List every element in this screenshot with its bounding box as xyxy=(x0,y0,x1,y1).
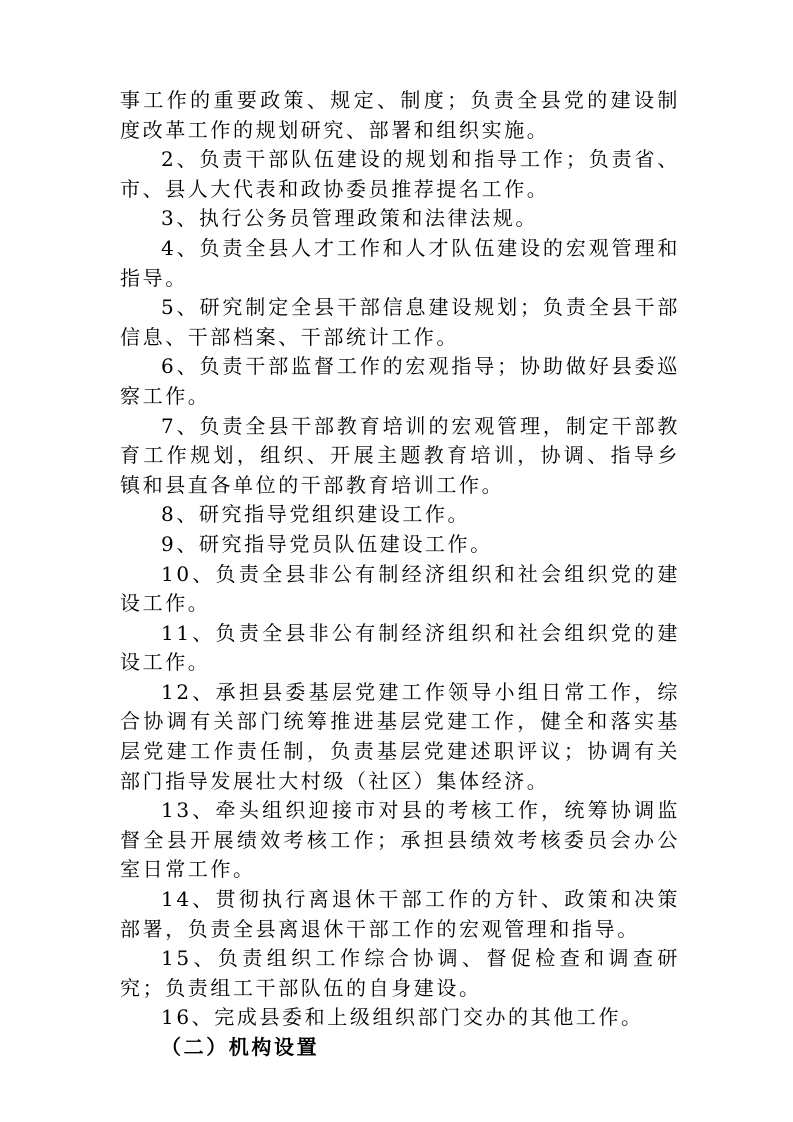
duty-item-4: 4、负责全县人才工作和人才队伍建设的宏观管理和指导。 xyxy=(120,235,680,290)
duty-item-7: 7、负责全县干部教育培训的宏观管理，制定干部教育工作规划，组织、开展主题教育培训，协调、指导乡镇和县直各单位的干部教育培训工作。 xyxy=(120,413,680,497)
paragraph-continuation: 事工作的重要政策、规定、制度；负责全县党的建设制度改革工作的规划研究、部署和组织实施。 xyxy=(120,88,680,142)
duty-item-8: 8、研究指导党组织建设工作。 xyxy=(161,502,471,527)
duty-item-2: 2、负责干部队伍建设的规划和指导工作；负责省、市、县人大代表和政协委员推荐提名工作。 xyxy=(120,147,680,201)
duty-item-12: 12、承担县委基层党建工作领导小组日常工作，综合协调有关部门统筹推进基层党建工作，健全和落实基层党建工作责任制，负责基层党建述职评议；协调有关部门指导发展壮大村级（社区）集体经济。 xyxy=(120,679,680,793)
document-body xyxy=(120,86,680,1063)
duty-item-11: 11、负责全县非公有制经济组织和社会组织党的建设工作。 xyxy=(120,620,680,675)
duty-item-15: 15、负责组织工作综合协调、督促检查和调查研究；负责组工干部队伍的自身建设。 xyxy=(120,946,680,1000)
duty-item-16: 16、完成县委和上级组织部门交办的其他工作。 xyxy=(161,1005,644,1030)
duty-item-14: 14、贯彻执行离退休干部工作的方针、政策和决策部署，负责全县离退休干部工作的宏观管理和指导。 xyxy=(120,887,680,941)
duty-item-6: 6、负责干部监督工作的宏观指导；协助做好县委巡察工作。 xyxy=(120,354,680,408)
duty-item-9: 9、研究指导党员队伍建设工作。 xyxy=(161,531,493,556)
duty-item-5: 5、研究制定全县干部信息建设规划；负责全县干部信息、干部档案、干部统计工作。 xyxy=(120,295,680,349)
section-heading: （二）机构设置 xyxy=(161,1035,320,1059)
duty-item-10: 10、负责全县非公有制经济组织和社会组织党的建设工作。 xyxy=(120,561,680,616)
duty-item-3: 3、执行公务员管理政策和法律法规。 xyxy=(161,206,538,231)
duty-item-13: 13、牵头组织迎接市对县的考核工作，统筹协调监督全县开展绩效考核工作；承担县绩效考核委员会办公室日常工作。 xyxy=(120,798,680,882)
